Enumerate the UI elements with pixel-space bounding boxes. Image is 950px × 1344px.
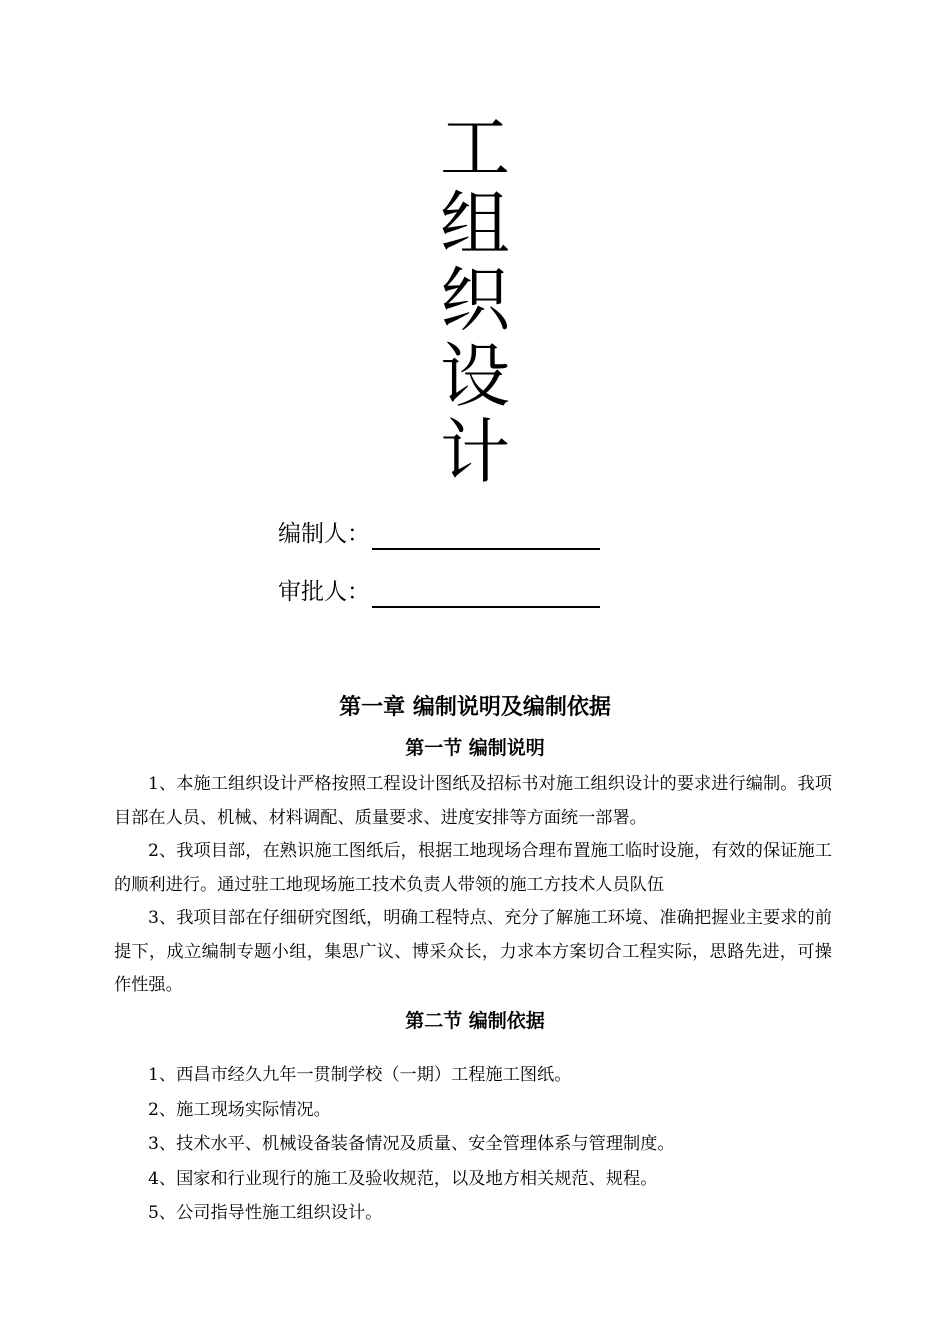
compiler-signature-line [372,519,600,550]
approver-label: 审批人： [278,579,370,605]
compiler-label: 编制人： [278,521,370,547]
approver-signature-row [278,577,600,607]
chapter-title: 第一章 编制说明及编制依据 [339,694,611,720]
list-item: 5、公司指导性施工组织设计。 [148,1203,383,1223]
list-item: 4、国家和行业现行的施工及验收规范，以及地方相关规范、规程。 [148,1168,658,1189]
section-title-explanation: 第一节 编制说明 [405,737,545,759]
cover-title [0,107,950,493]
list-item: 1、西昌市经久九年一贯制学校（一期）工程施工图纸。 [148,1065,572,1085]
paragraph: 3、我项目部在仔细研究图纸，明确工程特点、充分了解施工环境、准确把握业主要求的前提下，成立编制专题小组，集思广议、博采众长，力求本方案切合工程实际，思路先进，可操作性强。 [114,908,832,996]
list-item: 2、施工现场实际情况。 [148,1099,331,1120]
section-title-basis: 第二节 编制依据 [405,1010,545,1032]
paragraph: 1、本施工组织设计严格按照工程设计图纸及招标书对施工组织设计的要求进行编制。我项目部在人员、机械、材料调配、质量要求、进度安排等方面统一部署。 [114,774,832,828]
cover-title-char: 织 [440,259,510,341]
cover-title-char: 设 [440,335,510,417]
cover-title-char: 计 [440,411,510,493]
basis-list [148,1058,848,1231]
paragraph: 2、我项目部，在熟识施工图纸后，根据工地现场合理布置施工临时设施，有效的保证施工的顺利进行。通过驻工地现场施工技术负责人带领的施工方技术人员队伍 [114,841,832,895]
list-item: 3、技术水平、机械设备装备情况及质量、安全管理体系与管理制度。 [148,1134,675,1154]
compiler-signature-row [278,519,600,549]
approver-signature-line [372,577,600,608]
cover-title-char: 组 [440,183,510,265]
cover-title-char: 工 [440,107,510,189]
